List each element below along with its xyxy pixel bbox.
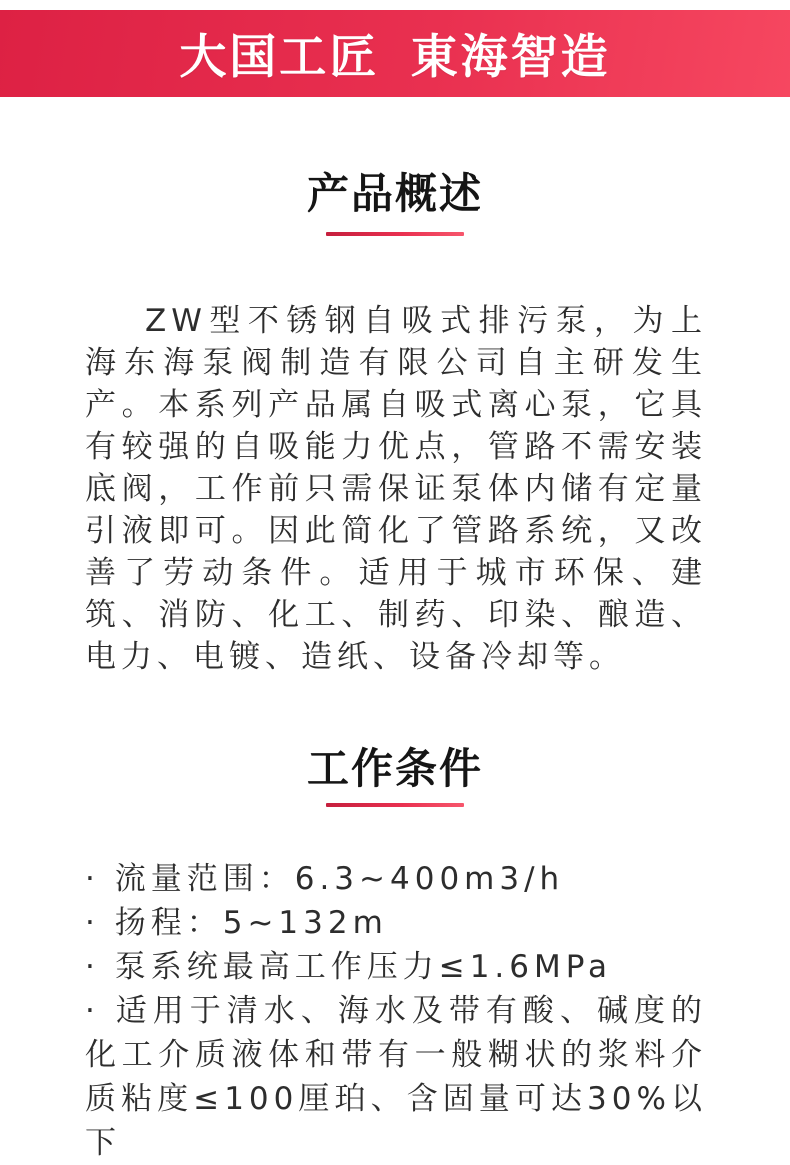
bullet-dot-icon: · (85, 861, 115, 897)
bullet-head (85, 901, 707, 945)
title-underline (326, 232, 464, 236)
section-title-overview: 产品概述 (306, 169, 483, 218)
title-underline (326, 803, 464, 807)
product-detail-page (0, 10, 790, 1161)
section-title-conditions: 工作条件 (306, 744, 483, 793)
bullet-text: 泵系统最高工作压力≤1.6MPa (114, 949, 613, 985)
bullet-text: 流量范围：6.3~400m3/h (114, 861, 565, 897)
bullet-dot-icon: · (85, 993, 116, 1029)
section-working-conditions (0, 745, 790, 1165)
bullet-text: 扬程：5~132m (114, 905, 388, 941)
conditions-bullet-list (85, 857, 707, 1165)
section-product-overview (0, 170, 790, 678)
bullet-dot-icon: · (85, 905, 115, 941)
bullet-flow-range (85, 857, 707, 901)
bullet-applicable-media (85, 989, 707, 1165)
bullet-dot-icon: · (85, 949, 115, 985)
banner-slogan: 大国工匠 東海智造 (179, 30, 611, 85)
bullet-max-pressure (85, 945, 707, 989)
top-banner (0, 10, 790, 97)
overview-paragraph: ZW型不锈钢自吸式排污泵，为上海东海泵阀制造有限公司自主研发生产。本系列产品属自吸式离心泵，它具有较强的自吸能力优点，管路不需安装底阀，工作前只需保证泵体内储有定量引液即可。因此简化了管路系统，又改善了劳动条件。适用于城市环保、建筑、消防、化工、制药、印染、酿造、电力、电镀、造纸、设备冷却等。 (85, 303, 707, 675)
bullet-text: 适用于清水、海水及带有酸、碱度的化工介质液体和带有一般糊状的浆料介质粘度≤100厘珀、含固量可达30%以下 (85, 993, 707, 1161)
